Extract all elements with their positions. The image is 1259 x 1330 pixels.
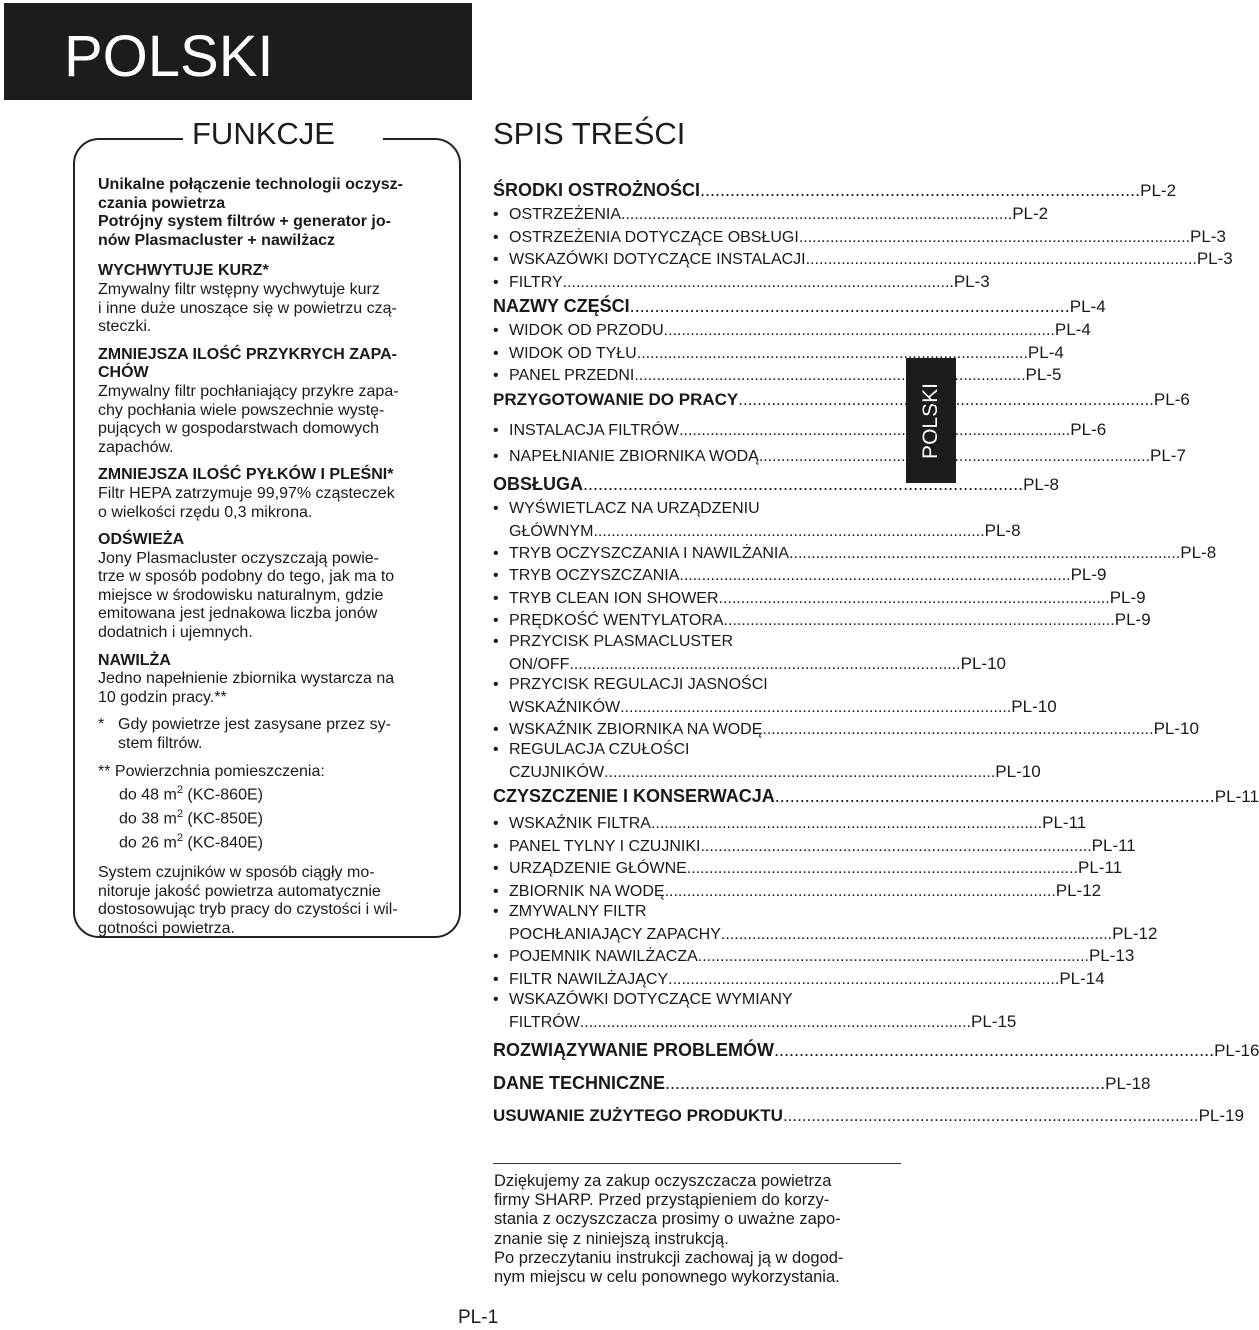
toc-entry[interactable]: • PANEL TYLNY I CZUJNIKI ........................................................................................ PL-11: [493, 835, 1136, 855]
toc-entry[interactable]: • INSTALACJA FILTRÓW ........................................................................................ PL-6: [493, 419, 1107, 439]
footnote-single: * Gdy powietrze jest zasysane przez sy- stem filtrów.: [98, 716, 391, 753]
toc-entry[interactable]: • WYŚWIETLACZ NA URZĄDZENIU GŁÓWNYM ........................................................................................ PL-8: [493, 499, 1021, 540]
footnote-double: ** Powierzchnia pomieszczenia: do 48 $m^2$ (KC-860E) do 38 $m^2$ (KC-850E) do 26 $m^2$ (KC-840E): [98, 763, 454, 853]
feature-dust: [98, 262, 454, 336]
toc-entry[interactable]: • ZMYWALNY FILTR POCHŁANIAJĄCY ZAPACHY ........................................................................................ PL-12: [493, 903, 1158, 943]
area-row: do 38 $m^2$ (KC-850E): [119, 808, 263, 828]
toc-section[interactable]: DANE TECHNICZNE ........................................................................................ PL-18: [493, 1073, 1151, 1093]
feature-odors: [98, 346, 454, 458]
banner-title: POLSKI: [64, 24, 274, 89]
toc-entry[interactable]: • POJEMNIK NAWILŻACZA ........................................................................................ PL-13: [493, 946, 1135, 965]
feature-text: Jedno napełnienie zbiornika wystarcza na 10 godzin pracy.**: [98, 670, 395, 706]
toc-entry[interactable]: • NAPEŁNIANIE ZBIORNIKA WODĄ ........................................................................................ PL-7: [493, 445, 1186, 465]
divider: [493, 1163, 901, 1164]
toc-entry[interactable]: • TRYB OCZYSZCZANIA I NAWILŻANIA ........................................................................................ PL-8: [493, 542, 1217, 562]
area-row: do 48 $m^2$ (KC-860E): [119, 784, 263, 804]
area-row: do 26 $m^2$ (KC-840E): [119, 832, 263, 852]
toc-entry[interactable]: • WIDOK OD PRZODU ........................................................................................ PL-4: [493, 320, 1091, 339]
toc-entry[interactable]: • TRYB OCZYSZCZANIA ........................................................................................ PL-9: [493, 565, 1107, 584]
features-intro: Unikalne połączenie technologii oczysz- czania powietrza Potrójny system filtrów + generator jo- nów Plasmacluster + nawilżacz: [98, 176, 403, 249]
toc-section[interactable]: USUWANIE ZUŻYTEGO PRODUKTU ........................................................................................ PL-19: [493, 1106, 1244, 1125]
feature-text: Filtr HEPA zatrzymuje 99,97% cząsteczek o wielkości rzędu 0,3 mikrona.: [98, 484, 395, 521]
toc-entry[interactable]: • WSKAŹNIK FILTRA ........................................................................................ PL-11: [493, 813, 1087, 832]
toc-entry[interactable]: • FILTRY ........................................................................................ PL-3: [493, 271, 990, 291]
toc-entry[interactable]: • WSKAZÓWKI DOTYCZĄCE INSTALACJI ........................................................................................ PL-3: [493, 249, 1233, 268]
feature-heading: NAWILŻA: [98, 651, 171, 669]
toc-section[interactable]: ROZWIĄZYWANIE PROBLEMÓW ........................................................................................ PL-16: [493, 1040, 1259, 1060]
feature-text: Zmywalny filtr pochłaniający przykre zapa- chy pochłania wiele powszechnie wystę- pujących w gospodarstwach domowych zapachów.: [98, 382, 399, 456]
toc-entry[interactable]: • WSKAZÓWKI DOTYCZĄCE WYMIANY FILTRÓW ........................................................................................ PL-15: [493, 991, 1017, 1031]
toc-entry[interactable]: • URZĄDZENIE GŁÓWNE ........................................................................................ PL-11: [493, 858, 1123, 877]
thank-you-note: Dziękujemy za zakup oczyszczacza powietrza firmy SHARP. Przed przystąpieniem do korzy- stania z oczyszczacza prosimy o uważne zapo- znanie się z niniejszą instrukcją. Po przeczytaniu instrukcji zachowaj ją w dogod- nym miejscu w celu ponownego wykorzystania.: [494, 1172, 844, 1287]
toc-section[interactable]: CZYSZCZENIE I KONSERWACJA ........................................................................................ PL-11: [493, 786, 1259, 806]
toc-section[interactable]: ŚRODKI OSTROŻNOŚCI ........................................................................................ PL-2: [493, 180, 1177, 200]
toc-entry[interactable]: • WIDOK OD TYŁU ........................................................................................ PL-4: [493, 342, 1064, 362]
feature-heading: ZMNIEJSZA ILOŚĆ PRZYKRYCH ZAPA- CHÓW: [98, 345, 397, 382]
toc-title: SPIS TREŚCI: [493, 116, 686, 151]
toc-entry[interactable]: • PRZYCISK REGULACJI JASNOŚCI WSKAŹNIKÓW ........................................................................................ PL-10: [493, 675, 1057, 716]
features-closing: System czujników w sposób ciągły mo- nitoruje jakość powietrza automatycznie dostosowując tryb pracy do czystości i wil- gotności powietrza.: [98, 863, 398, 937]
features-title: FUNKCJE: [192, 116, 335, 151]
toc-entry[interactable]: • FILTR NAWILŻAJĄCY ........................................................................................ PL-14: [493, 968, 1105, 988]
toc-entry[interactable]: • PRĘDKOŚĆ WENTYLATORA ........................................................................................ PL-9: [493, 610, 1151, 629]
toc-entry[interactable]: • OSTRZEŻENIA DOTYCZĄCE OBSŁUGI ........................................................................................ PL-3: [493, 226, 1226, 246]
features-content: [98, 176, 454, 938]
language-banner: [4, 3, 472, 100]
toc-entry[interactable]: • WSKAŹNIK ZBIORNIKA NA WODĘ ........................................................................................ PL-10: [493, 718, 1199, 738]
toc-entry[interactable]: • REGULACJA CZUŁOŚCI CZUJNIKÓW ........................................................................................ PL-10: [493, 741, 1041, 781]
toc-entry[interactable]: • TRYB CLEAN ION SHOWER ........................................................................................ PL-9: [493, 587, 1146, 607]
toc-entry[interactable]: • ZBIORNIK NA WODĘ ........................................................................................ PL-12: [493, 880, 1102, 900]
page-number: PL-1: [458, 1307, 499, 1328]
feature-heading: ZMNIEJSZA ILOŚĆ PYŁKÓW I PLEŚNI*: [98, 466, 394, 484]
side-tab-label: POLSKI: [919, 382, 942, 459]
feature-humidify: [98, 652, 454, 708]
toc-entry[interactable]: • PANEL PRZEDNI ........................................................................................ PL-5: [493, 365, 1062, 384]
toc-section[interactable]: NAZWY CZĘŚCI ........................................................................................ PL-4: [493, 296, 1106, 316]
feature-heading: WYCHWYTUJE KURZ*: [98, 262, 269, 280]
feature-heading: ODŚWIEŻA: [98, 531, 185, 549]
toc-section[interactable]: OBSŁUGA ........................................................................................ PL-8: [493, 473, 1060, 494]
feature-text: Jony Plasmacluster oczyszczają powie- trze w sposób podobny do tego, jak ma to miejsce w środowisku naturalnym, gdzie emitowana jest jednakowa liczba jonów dodatnich i ujemnych.: [98, 549, 395, 642]
toc-entry[interactable]: • OSTRZEŻENIA ........................................................................................ PL-2: [493, 204, 1049, 223]
toc-section[interactable]: PRZYGOTOWANIE DO PRACY ........................................................................................ PL-6: [493, 389, 1190, 409]
feature-text: Zmywalny filtr wstępny wychwytuje kurz i inne duże unoszące się w powietrzu czą- steczki.: [98, 280, 397, 336]
feature-pollen: [98, 466, 454, 522]
feature-refresh: [98, 531, 454, 643]
toc-entry[interactable]: • PRZYCISK PLASMACLUSTER ON/OFF ........................................................................................ PL-10: [493, 632, 1006, 673]
